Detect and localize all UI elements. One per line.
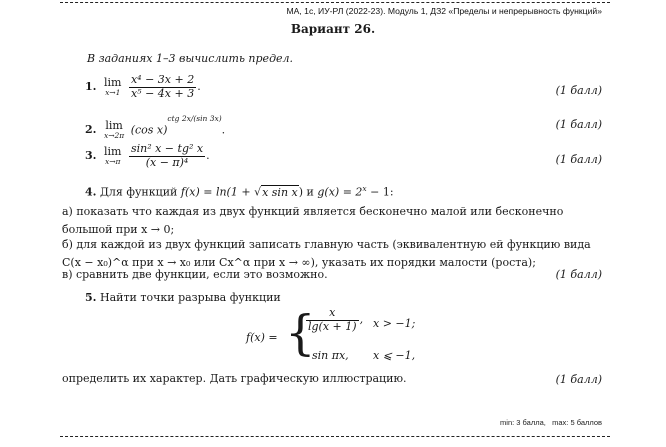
g-definition: g(x) = 2 bbox=[317, 185, 363, 199]
numerator: sin² x − tg² x bbox=[130, 142, 204, 155]
and-text: и bbox=[306, 185, 314, 199]
problem-3 bbox=[85, 143, 210, 169]
case-1-numerator: x bbox=[306, 307, 359, 321]
problem-4-part-c: в) сравнить две функции, если это возможно. bbox=[62, 268, 328, 281]
score-2: (1 балл) bbox=[555, 118, 602, 131]
lim-subscript: x→1 bbox=[105, 88, 121, 98]
f-close: ) bbox=[298, 185, 304, 199]
variant-title: Вариант 26. bbox=[290, 22, 376, 36]
sqrt-content: x sin x bbox=[262, 185, 298, 199]
lim-word: lim bbox=[105, 119, 123, 133]
tail: . bbox=[221, 123, 226, 137]
lead-text: Для функций bbox=[99, 185, 178, 199]
problem-5-closing: определить их характер. Дать графическую иллюстрацию. bbox=[62, 372, 407, 385]
lim-subscript: x→π bbox=[104, 157, 121, 167]
left-brace: { bbox=[285, 305, 316, 361]
problem-number: 4. bbox=[85, 185, 97, 199]
instructions: В заданиях 1–3 вычислить предел. bbox=[87, 52, 294, 65]
problem-number: 3. bbox=[85, 149, 97, 163]
score-1: (1 балл) bbox=[555, 84, 602, 97]
min-score: min: 3 балла, bbox=[500, 418, 546, 427]
lim-subscript: x→2π bbox=[103, 131, 125, 141]
case-1-condition: x > −1; bbox=[373, 317, 416, 330]
piecewise-case-2: sin πx, bbox=[312, 349, 349, 362]
score-4: (1 балл) bbox=[555, 268, 602, 281]
lim-word: lim bbox=[103, 145, 122, 159]
case-1-denominator: lg(x + 1) bbox=[308, 319, 357, 333]
limit-operator bbox=[104, 77, 121, 97]
problem-5-text: Найти точки разрыва функции bbox=[99, 291, 281, 304]
problem-1 bbox=[85, 74, 201, 100]
score-footer bbox=[500, 418, 602, 427]
f-definition: f(x) = ln(1 + bbox=[180, 185, 255, 199]
problem-4-part-b: б) для каждой из двух функций записать главную часть (эквивалентную ей функцию вида C(x − x₀)^α при x → x₀ или Cx^α при x → ∞), указать их порядки малости (роста); bbox=[62, 238, 591, 269]
limit-operator bbox=[104, 146, 121, 166]
piecewise-label: f(x) = bbox=[246, 331, 278, 344]
limit-operator bbox=[104, 120, 124, 140]
tail: . bbox=[206, 149, 210, 163]
expression-base: (cos x) bbox=[130, 123, 168, 137]
bottom-dashed-line bbox=[60, 436, 610, 437]
sqrt-sign: √ bbox=[254, 185, 262, 199]
g-power: x bbox=[362, 184, 367, 193]
case-1-fraction bbox=[306, 307, 359, 333]
expression-power: ctg 2x/(sin 3x) bbox=[167, 114, 222, 123]
course-header: МА, 1с, ИУ-РЛ (2022-23). Модуль 1, ДЗ2 «Пределы и непрерывность функций» bbox=[286, 6, 602, 16]
score-5: (1 балл) bbox=[555, 373, 602, 386]
denominator: x⁵ − 4x + 3 bbox=[130, 86, 195, 100]
problem-number: 5. bbox=[85, 291, 97, 304]
problem-4-statement bbox=[85, 184, 394, 199]
score-3: (1 балл) bbox=[555, 153, 602, 166]
denominator: (x − π)⁴ bbox=[145, 155, 189, 169]
problem-number: 1. bbox=[85, 80, 97, 94]
problem-number: 2. bbox=[85, 123, 97, 136]
fraction bbox=[129, 74, 196, 100]
case-2-condition: x ⩽ −1, bbox=[373, 349, 416, 362]
problem-2 bbox=[85, 114, 225, 140]
problem-4-part-a: а) показать что каждая из двух функций является бесконечно малой или бесконечно большой при x → 0; bbox=[62, 205, 564, 236]
max-score: max: 5 баллов bbox=[552, 418, 602, 427]
top-dashed-line bbox=[60, 2, 610, 3]
lim-word: lim bbox=[103, 76, 122, 90]
piecewise-case-1: $\frac{x}{\lg(x + 1)}$ , bbox=[308, 306, 364, 333]
g-tail: − 1: bbox=[366, 185, 394, 199]
tail: . bbox=[197, 80, 201, 94]
problem-5-statement bbox=[85, 291, 281, 304]
numerator: x⁴ − 3x + 2 bbox=[130, 73, 195, 86]
fraction bbox=[129, 143, 205, 169]
